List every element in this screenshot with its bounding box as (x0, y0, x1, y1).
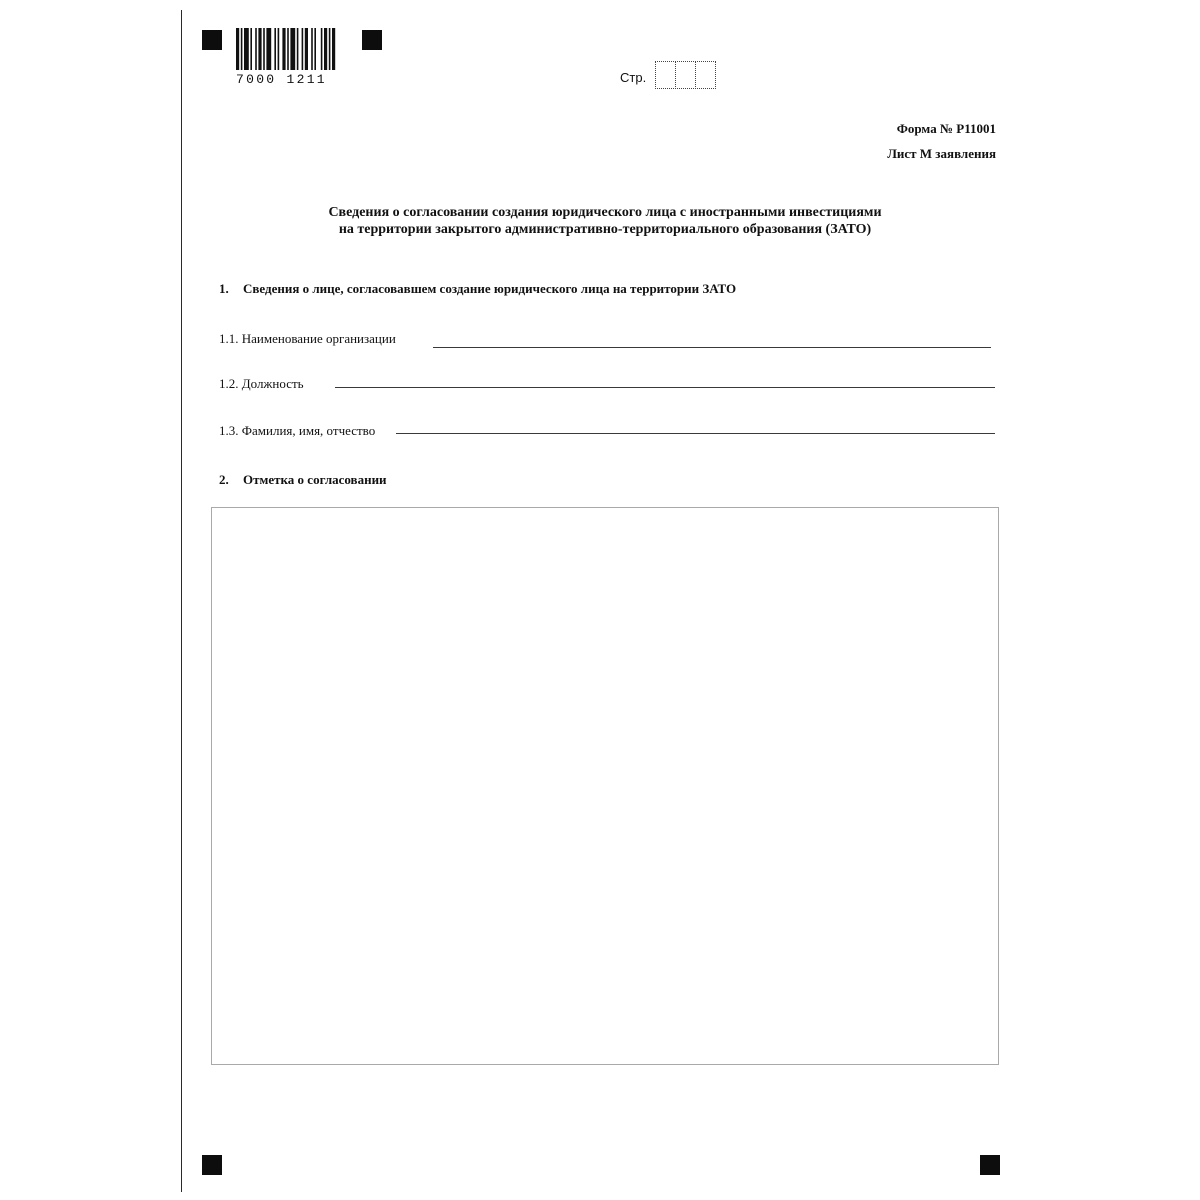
document-title-line: Сведения о согласовании создания юридического лица с иностранными инвестициями (328, 205, 882, 220)
position-label: 1.2. Должность (219, 376, 304, 391)
barcode-bar (329, 28, 331, 70)
barcode-bar (278, 28, 280, 70)
page-number-cell[interactable] (675, 61, 696, 89)
barcode-bar (324, 28, 327, 70)
document-title (212, 204, 998, 238)
barcode-bar (244, 28, 249, 70)
barcode-bar (305, 28, 308, 70)
registration-marker-bottom-left (202, 1155, 222, 1175)
page-margin-line (181, 10, 182, 1192)
registration-marker-bottom-right (980, 1155, 1000, 1175)
organization-name-input[interactable] (433, 347, 991, 348)
barcode-bar (241, 28, 243, 70)
section-title: Сведения о лице, согласовавшем создание юридического лица на территории ЗАТО (243, 281, 737, 296)
barcode-bar (321, 28, 323, 70)
section-2-heading (219, 472, 387, 488)
page-number-field[interactable] (655, 61, 717, 89)
section-1-heading (219, 281, 736, 297)
barcode-bar (250, 28, 252, 70)
barcode-number: 7000 1211 (236, 72, 327, 87)
form-number: Форма № Р11001 (896, 121, 996, 136)
barcode-bar (287, 28, 289, 70)
barcode-bar (302, 28, 304, 70)
page-number-cell[interactable] (695, 61, 716, 89)
sheet-label: Лист М заявления (887, 146, 996, 161)
barcode-bar (274, 28, 276, 70)
barcode-bar (290, 28, 295, 70)
full-name-label: 1.3. Фамилия, имя, отчество (219, 423, 376, 438)
document-title-line: на территории закрытого административно-территориального образования (ЗАТО) (338, 222, 872, 237)
barcode-bar (263, 28, 265, 70)
barcode-bar (314, 28, 316, 70)
section-number: 1. (219, 281, 229, 296)
page-number-label: Стр. (620, 70, 647, 85)
organization-name-label: 1.1. Наименование организации (219, 331, 396, 346)
position-input[interactable] (335, 387, 995, 388)
barcode-bar (236, 28, 239, 70)
registration-marker-top-right (362, 30, 382, 50)
registration-marker-top-left (202, 30, 222, 50)
barcode-bar (258, 28, 261, 70)
barcode-bar (311, 28, 313, 70)
barcode-bar (282, 28, 285, 70)
barcode (236, 28, 348, 70)
section-number: 2. (219, 472, 229, 487)
full-name-input[interactable] (396, 433, 995, 434)
page-number-cell[interactable] (655, 61, 676, 89)
section-title: Отметка о согласовании (243, 472, 387, 487)
barcode-bar (255, 28, 257, 70)
barcode-bar (297, 28, 299, 70)
barcode-bar (332, 28, 335, 70)
approval-mark-box[interactable] (211, 507, 999, 1065)
barcode-bar (266, 28, 271, 70)
